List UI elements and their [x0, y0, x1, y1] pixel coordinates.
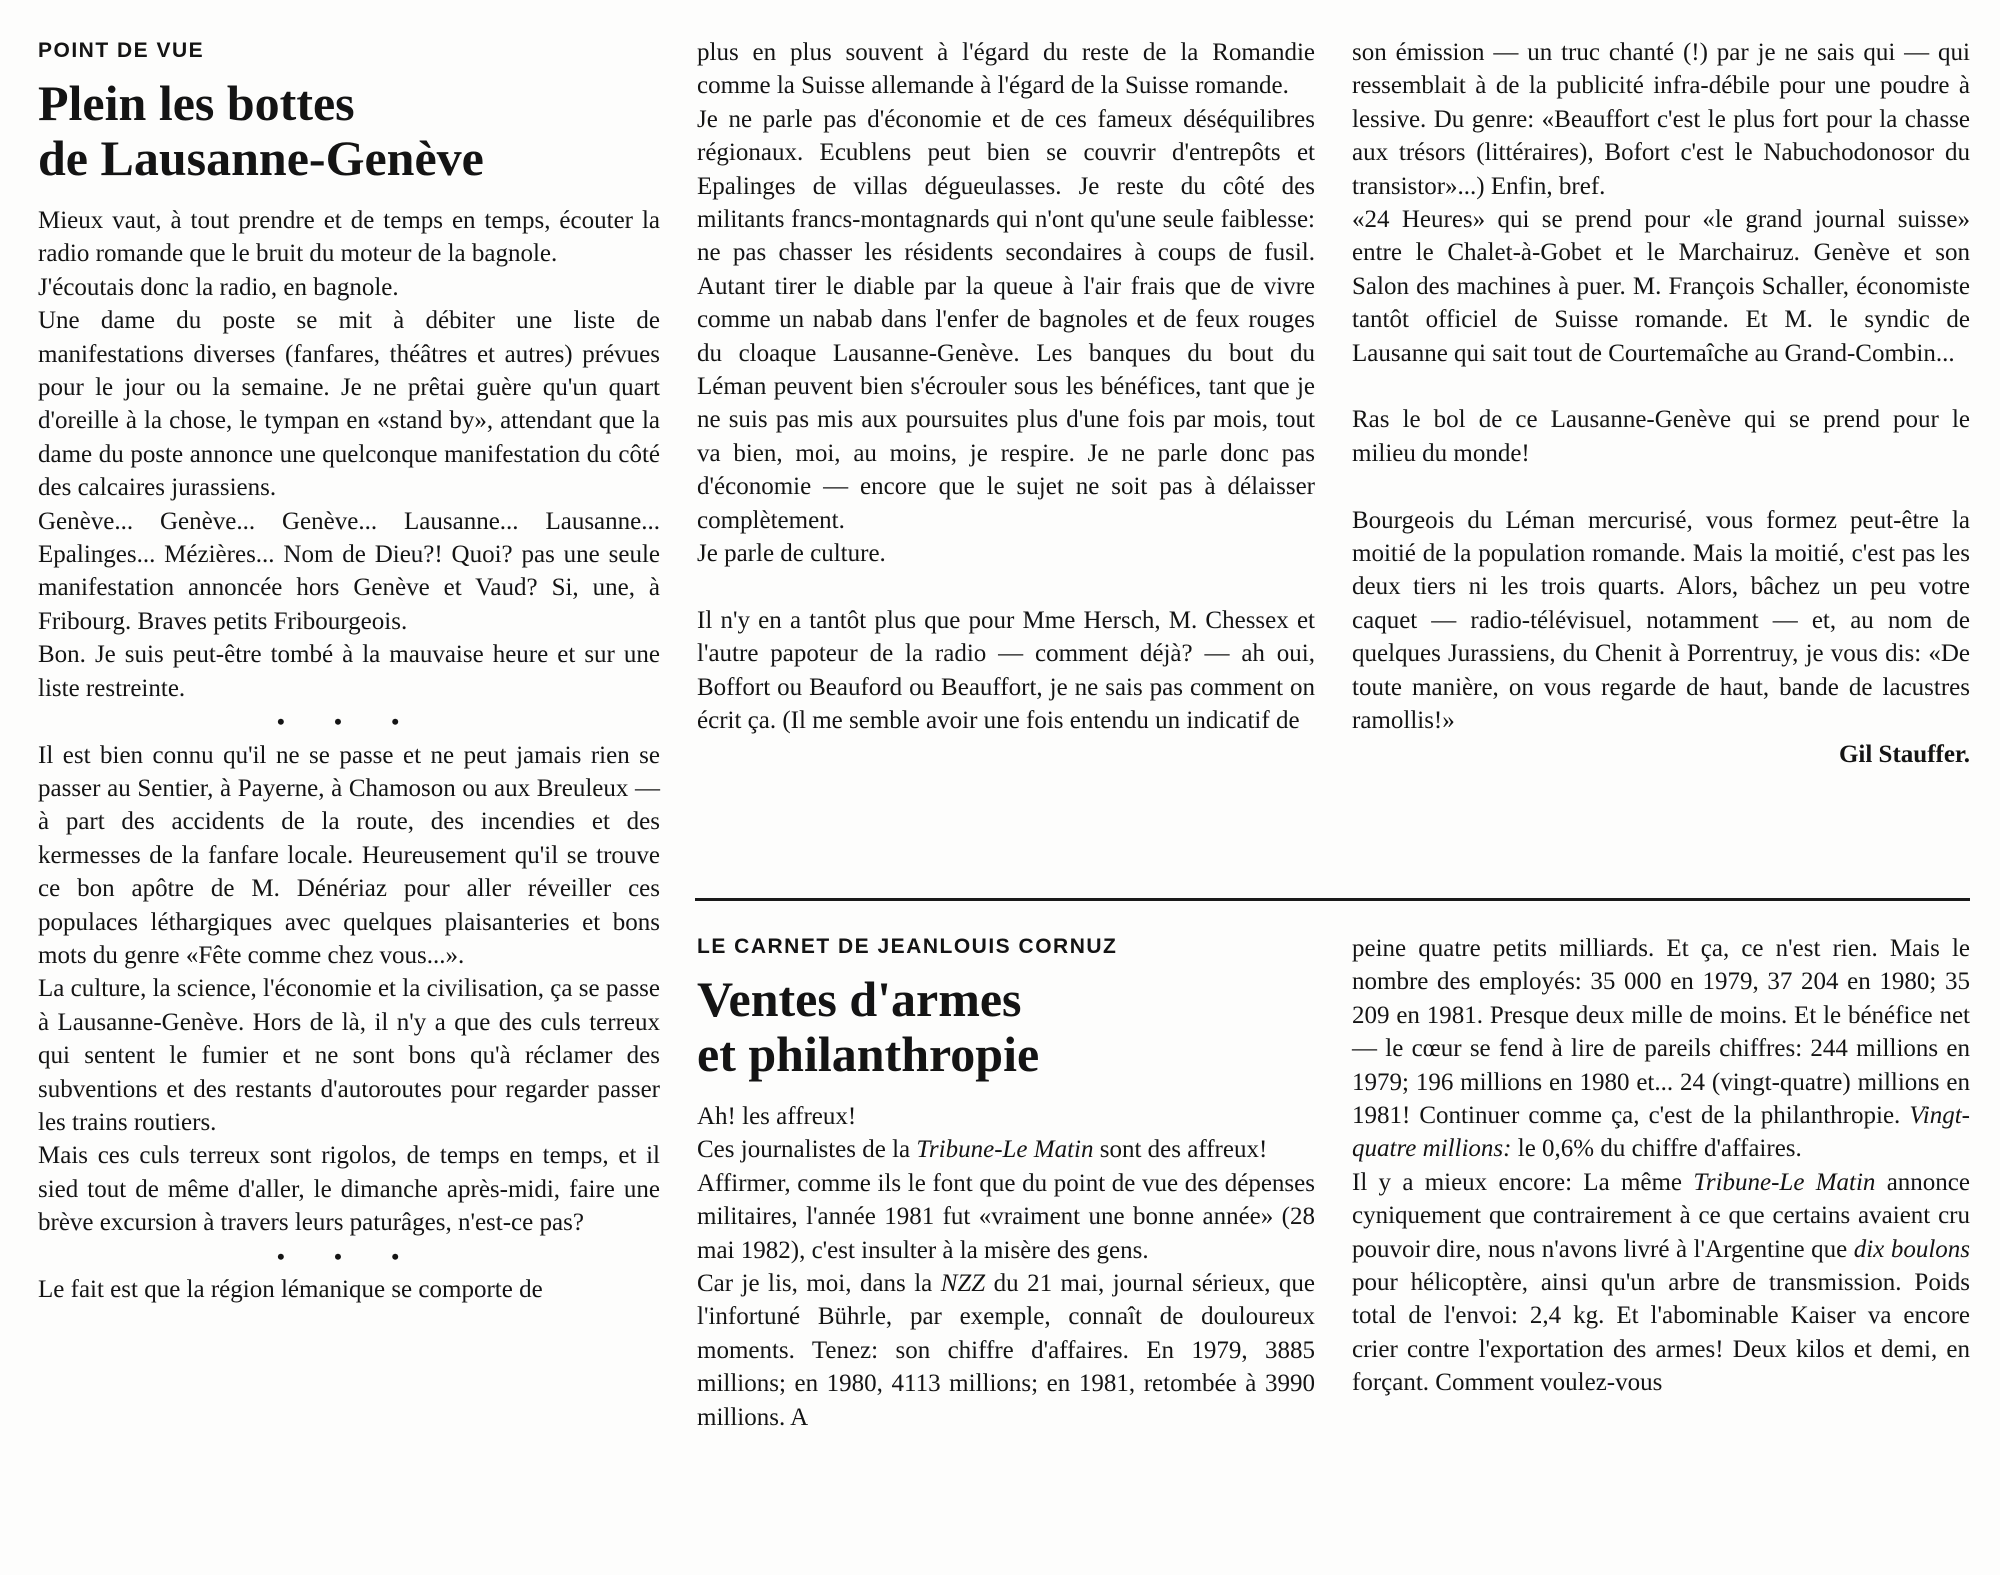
- paragraph: Le fait est que la région lémanique se comporte de: [38, 1276, 543, 1303]
- article2-kicker: LE CARNET DE JEANLOUIS CORNUZ: [697, 935, 1118, 958]
- paragraph: Je ne parle pas d'économie et de ces fameux déséquilibres régionaux. Ecublens peut bien se couvrir d'entrepôts et Epalinges de villas dégueulasses. Je reste du côté des militants francs-montagnards qui n'ont qu'une seule faiblesse: ne pas chasser les résidents secondaires à coups de fusil. Autant tirer le diable par la queue à l'air frais que de vivre comme un nabab dans l'enfer de bagnoles et de feux rouges du cloaque Lausanne-Genève. Les banques du bout du Léman peuvent bien s'écrouler sous les bénéfices, tant que je ne suis pas mis aux poursuites plus d'une fois par mois, tout va bien, moi, au moins, je respire. Je ne parle donc pas d'économie — encore que le sujet ne soit pas à délaisser complètement.: [697, 105, 1315, 534]
- paragraph: Mais ces culs terreux sont rigolos, de temps en temps, et il sied tout de même d'aller, le dimanche après-midi, faire une brève excursion à travers leurs paturâges, n'est-ce pas?: [38, 1142, 660, 1237]
- emphasis: Vingt-quatre millions:: [1352, 1102, 1970, 1163]
- text-run: annonce cyniquement que contrairement à ce que certains avaient cru pouvoir dire, nous n'avons livré à l'Argentine que: [1352, 1168, 1971, 1263]
- article1-column-2: [697, 36, 1315, 738]
- text-run: sont des affreux!: [1093, 1136, 1268, 1164]
- paragraph: J'écoutais donc la radio, en bagnole.: [38, 273, 399, 301]
- article1-headline-line1: Plein les bottes: [38, 75, 355, 131]
- paragraph: [1352, 932, 1970, 1166]
- publication-name: NZZ: [940, 1270, 986, 1298]
- paragraph: Bourgeois du Léman mercurisé, vous formez peut-être la moitié de la population romande. Mais la moitié, c'est pas les deux tiers ni les trois quarts. Alors, bâchez un peu votre caquet — radio-télévisuel, notamment — et, au nom de quelques Jurassiens, du Chenit à Porrentruy, je vous dis: «De toute manière, on vous regarde de haut, bande de lacustres ramollis!»: [1352, 506, 1970, 735]
- article1-signature: Gil Stauffer.: [1838, 740, 1970, 768]
- section-separator: • • •: [276, 709, 422, 735]
- article2-headline: [697, 972, 1315, 1082]
- paragraph: Je parle de culture.: [697, 540, 886, 568]
- article1-headline-line2: de Lausanne-Genève: [38, 130, 484, 186]
- text-run: le 0,6% du chiffre d'affaires.: [1511, 1135, 1802, 1163]
- paragraph: Mieux vaut, à tout prendre et de temps en temps, écouter la radio romande que le bruit du moteur de la bagnole.: [38, 207, 660, 268]
- article2-headline-line2: et philanthropie: [697, 1026, 1040, 1082]
- paragraph: plus en plus souvent à l'égard du reste de la Romandie comme la Suisse allemande à l'égard de la Suisse romande.: [697, 39, 1315, 100]
- paragraph: son émission — un truc chanté (!) par je ne sais qui — qui ressemblait à de la publicité infra-débile pour une poudre à lessive. Du genre: «Beauffort c'est le plus fort pour la chasse aux trésors (littéraires), Bofort c'est le Nabuchodonosor du transistor»...) Enfin, bref.: [1352, 39, 1970, 200]
- text-run: peine quatre petits milliards. Et ça, ce n'est rien. Mais le nombre des employés: 35 000 en 1979, 37 204 en 1980; 35 209 en 1981. Presque deux mille de moins. Et le bénéfice net — le cœur se fend à lire de pareils chiffres: 244 millions en 1979; 196 millions en 1980 et... 24 (vingt-quatre) millions en 1981! Continuer comme ça, c'est de la philanthropie.: [1352, 935, 1970, 1130]
- paragraph: Ras le bol de ce Lausanne-Genève qui se prend pour le milieu du monde!: [1352, 406, 1970, 467]
- emphasis: dix boulons: [1853, 1235, 1970, 1263]
- article1-column-1: [38, 36, 660, 1306]
- paragraph: [1352, 1166, 1970, 1400]
- paragraph-gap: [697, 571, 1315, 604]
- paragraph: «24 Heures» qui se prend pour «le grand journal suisse» entre le Chalet-à-Gobet et le Marchairuz. Genève et son Salon des machines à puer. M. François Schaller, économiste tantôt officiel de Suisse romande. Et M. le syndic de Lausanne qui sait tout de Courtemaîche au Grand-Combin...: [1352, 206, 1970, 367]
- article1-headline: [38, 76, 660, 186]
- paragraph: [697, 1267, 1315, 1434]
- article2-column-1: [697, 932, 1315, 1434]
- paragraph: Il est bien connu qu'il ne se passe et ne peut jamais rien se passer au Sentier, à Payerne, à Chamoson ou aux Breuleux — à part des accidents de la route, des incendies et des kermesses de la fanfare locale. Heureusement qu'il se trouve ce bon apôtre de M. Dénériaz pour aller réveiller ces populaces léthargiques avec quelques plaisanteries et bons mots du genre «Fête comme chez vous...».: [38, 741, 660, 969]
- paragraph: Affirmer, comme ils le font que du point de vue des dépenses militaires, l'année 1981 fut «vraiment une bonne année» (28 mai 1982), c'est insulter à la misère des gens.: [697, 1169, 1315, 1264]
- text-run: Ces journalistes de la: [697, 1136, 917, 1164]
- paragraph: Une dame du poste se mit à débiter une liste de manifestations diverses (fanfares, théâtres et autres) prévues pour le jour ou la semaine. Je ne prêtai guère qu'un quart d'oreille à la chose, le tympan en «stand by», attendant que la dame du poste annonce une quelconque manifestation du côté des calcaires jurassiens.: [38, 307, 660, 502]
- article1-column-3: [1352, 36, 1970, 771]
- text-run: pour hélicoptère, ainsi qu'un arbre de transmission. Poids total de l'envoi: 2,4 kg. Et l'abominable Kaiser va encore crier contre l'exportation des armes! Deux kilos et demi, en forçant. Comment voulez-vous: [1352, 1269, 1970, 1397]
- paragraph-gap: [1352, 470, 1970, 503]
- paragraph: Il n'y en a tantôt plus que pour Mme Hersch, M. Chessex et l'autre papoteur de la radio — comment déjà? — ah oui, Boffort ou Beauford ou Beauffort, je ne sais pas comment on écrit ça. (Il me semble avoir une fois entendu un indicatif de: [697, 606, 1315, 735]
- paragraph-gap: [1352, 370, 1970, 403]
- paragraph: Genève... Genève... Genève... Lausanne... Lausanne... Epalinges... Mézières... Nom de Dieu?! Quoi? pas une seule manifestation annoncée hors Genève et Vaud? Si, une, à Fribourg. Braves petits Fribourgeois.: [38, 507, 660, 635]
- paragraph: Ah! les affreux!: [697, 1103, 857, 1130]
- publication-name: Tribune-Le Matin: [916, 1136, 1094, 1164]
- text-run: Il y a mieux encore: La même: [1352, 1168, 1694, 1196]
- text-run: Car je lis, moi, dans la: [697, 1270, 941, 1298]
- article1-kicker: POINT DE VUE: [38, 39, 205, 62]
- article2-column-2: [1352, 932, 1970, 1400]
- publication-name: Tribune-Le Matin: [1693, 1168, 1876, 1196]
- article2-headline-line1: Ventes d'armes: [697, 971, 1022, 1027]
- paragraph: [697, 1133, 1315, 1166]
- section-separator: • • •: [276, 1243, 422, 1269]
- paragraph: Bon. Je suis peut-être tombé à la mauvaise heure et sur une liste restreinte.: [38, 641, 660, 702]
- paragraph: La culture, la science, l'économie et la civilisation, ça se passe à Lausanne-Genève. Hors de là, il n'y a que des culs terreux qui sentent le fumier et ne sont bons qu'à réclamer des subventions et des restants d'autoroutes pour regarder passer les trains routiers.: [38, 975, 660, 1136]
- article-divider-rule: [695, 898, 1970, 901]
- text-run: du 21 mai, journal sérieux, que l'infortuné Bührle, par exemple, connaît de douloureux moments. Tenez: son chiffre d'affaires. En 1979, 3885 millions; en 1980, 4113 millions; en 1981, retombée à 3990 millions. A: [697, 1270, 1315, 1431]
